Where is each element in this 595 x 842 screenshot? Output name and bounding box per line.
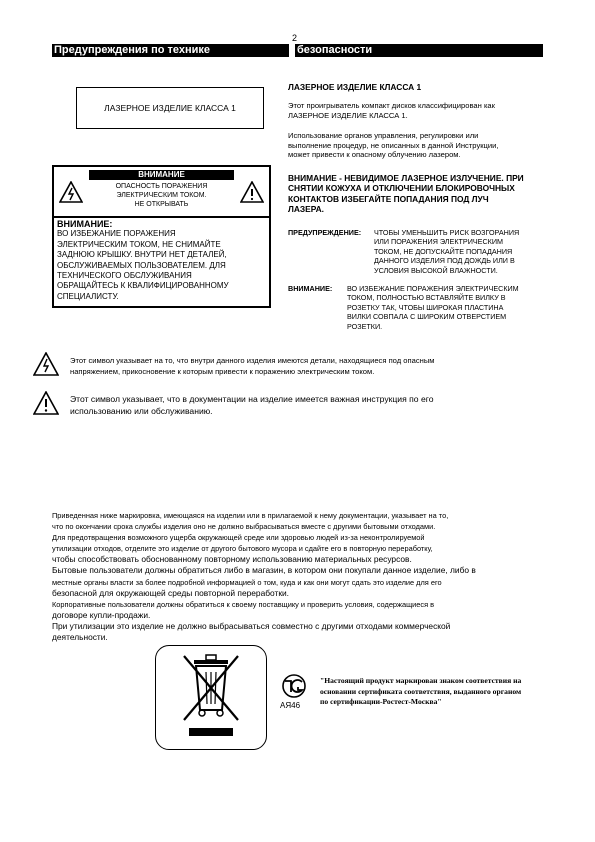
right-paragraph-2	[288, 131, 544, 160]
text-line: может привести к опасному облучению лазером.	[288, 150, 461, 160]
exclamation-warning-icon	[240, 181, 264, 203]
certification-text	[320, 676, 560, 708]
text-line: ВО ИЗБЕЖАНИЕ ПОРАЖЕНИЯ ЭЛЕКТРИЧЕСКИМ	[347, 284, 519, 293]
warning-label-top	[54, 167, 269, 218]
text-line: что по окончании срока службы изделия оно не должно выбрасываться вместе с другими бытовыми отходами.	[52, 522, 436, 532]
header-left: Предупреждения по технике	[52, 44, 289, 57]
text-line: "Настоящий продукт маркирован знаком соответствия на	[320, 676, 522, 685]
certification-code: АЯ46	[280, 701, 301, 710]
text-line: по сертификации-Ростест-Москва"	[320, 697, 442, 706]
right-paragraph-1	[288, 101, 544, 120]
text-line: ИЛИ ПОРАЖЕНИЯ ЭЛЕКТРИЧЕСКИМ	[374, 237, 503, 247]
warning-subtitle-line: ЭЛЕКТРИЧЕСКИМ ТОКОМ.	[116, 192, 207, 199]
text-line: ВИЛКИ СОВПАЛА С ШИРОКИМ ОТВЕРСТИЕМ	[347, 312, 507, 322]
warning-body-line: ЭЛЕКТРИЧЕСКИМ ТОКОМ, НЕ СНИМАЙТЕ	[57, 239, 221, 249]
page-number: 2	[292, 33, 298, 43]
text-line: Приведенная ниже маркировка, имеющаяся на изделии или в прилагаемой к нему документации, указывает на то,	[52, 511, 449, 520]
warning-label-title: ВНИМАНИЕ	[89, 170, 234, 180]
text-line: Этот символ указывает, что в документации на изделие имеется важная инструкция по его	[70, 394, 434, 404]
text-line: использованию или обслуживанию.	[70, 406, 213, 416]
warning-label-subtitle	[89, 182, 234, 209]
attention-label: ВНИМАНИЕ:	[288, 284, 333, 293]
lightning-symbol-text	[70, 355, 540, 377]
caution-text	[374, 228, 544, 275]
weee-symbol-box	[155, 645, 267, 750]
warning-body-line: ВО ИЗБЕЖАНИЕ ПОРАЖЕНИЯ	[57, 229, 176, 239]
warning-body-line: ТЕХНИЧЕСКОГО ОБСЛУЖИВАНИЯ	[57, 271, 192, 281]
right-paragraph-3	[288, 173, 544, 215]
warning-body-line: СПЕЦИАЛИСТУ.	[57, 291, 119, 301]
exclamation-symbol-text	[70, 393, 540, 417]
crossed-bin-icon	[156, 646, 266, 749]
text-line: ЛАЗЕРА.	[288, 204, 324, 215]
attention-text	[347, 284, 544, 331]
text-line: Этот символ указывает на то, что внутри данного изделия имеются детали, находящиеся под опасным	[70, 356, 435, 365]
text-line: ТОКОМ, НЕ ДОПУСКАЙТЕ ПОПАДАНИЯ	[374, 246, 513, 256]
text-line: УСЛОВИЯ ВЫСОКОЙ ВЛАЖНОСТИ.	[374, 265, 498, 275]
text-line: При утилизации это изделие не должно выбрасываться совместно с другими отходами коммерческой	[52, 620, 451, 631]
text-line: ДАННОГО ИЗДЕЛИЯ ПОД ДОЖДЬ ИЛИ В	[374, 256, 515, 266]
text-line: местные органы власти за более подробной информацией о том, куда и как они могут сдать это изделие для его	[52, 577, 442, 587]
caution-label: ПРЕДУПРЕЖДЕНИЕ:	[288, 228, 362, 237]
exclamation-symbol-icon	[33, 391, 59, 415]
text-line: договоре купли-продажи.	[52, 609, 151, 620]
text-line: напряжением, прикосновение к которым привести к поражению электрическим током.	[70, 367, 375, 376]
warning-label-body	[57, 219, 267, 302]
text-line: ЛАЗЕРНОЕ ИЗДЕЛИЕ КЛАССА 1.	[288, 110, 408, 120]
text-line: КОНТАКТОВ ИЗБЕГАЙТЕ ПОПАДАНИЯ ПОД ЛУЧ	[288, 193, 489, 204]
text-line: СНЯТИИ КОЖУХА И ОТКЛЮЧЕНИИ БЛОКИРОВОЧНЫХ	[288, 183, 515, 194]
text-line: Корпоративные пользователи должны обратиться к своему поставщику и проверить условия, содержащиеся в	[52, 599, 435, 609]
warning-label-box	[52, 165, 271, 308]
text-line: деятельности.	[52, 632, 108, 643]
right-title: ЛАЗЕРНОЕ ИЗДЕЛИЕ КЛАССА 1	[288, 82, 422, 92]
text-line: выполнение процедур, не описанных в данной Инструкции,	[288, 140, 499, 150]
warning-body-line: ЗАДНЮЮ КРЫШКУ. ВНУТРИ НЕТ ДЕТАЛЕЙ,	[57, 250, 227, 260]
text-line: РОЗЕТКУ ТАК, ЧТОБЫ ШИРОКАЯ ПЛАСТИНА	[347, 302, 504, 312]
header-right: безопасности	[295, 44, 543, 57]
warning-body-title: ВНИМАНИЕ:	[57, 219, 113, 229]
warning-body-line: ОБРАЩАЙТЕСЬ К КВАЛИФИЦИРОВАННОМУ	[57, 281, 229, 291]
text-line: чтобы способствовать обоснованному повторному использованию материальных ресурсов.	[52, 554, 412, 565]
lightning-warning-icon	[59, 181, 83, 203]
disposal-paragraph	[52, 510, 544, 643]
text-line: ВНИМАНИЕ - НЕВИДИМОЕ ЛАЗЕРНОЕ ИЗЛУЧЕНИЕ. ПРИ	[288, 173, 524, 183]
text-line: ТОКОМ, ПОЛНОСТЬЮ ВСТАВЛЯЙТЕ ВИЛКУ В	[347, 293, 506, 303]
text-line: Для предотвращения возможного ущерба окружающей среде или здоровью людей из-за неконтролируемой	[52, 533, 425, 543]
text-line: Этот проигрыватель компакт дисков классифицирован как	[288, 101, 495, 110]
lightning-symbol-icon	[33, 352, 59, 376]
text-line: РОЗЕТКИ.	[347, 321, 383, 331]
text-line: ЧТОБЫ УМЕНЬШИТЬ РИСК ВОЗГОРАНИЯ	[374, 228, 520, 237]
warning-body-line: ОБСЛУЖИВАЕМЫХ ПОЛЬЗОВАТЕЛЕМ. ДЛЯ	[57, 260, 226, 270]
warning-subtitle-line: НЕ ОТКРЫВАТЬ	[134, 201, 189, 208]
laser-class-box	[76, 87, 264, 129]
laser-class-label: ЛАЗЕРНОЕ ИЗДЕЛИЕ КЛАССА 1	[104, 103, 236, 113]
text-line: Использование органов управления, регулировки или	[288, 131, 479, 140]
text-line: основании сертификата соответствия, выданного органом	[320, 686, 522, 696]
warning-subtitle-line: ОПАСНОСТЬ ПОРАЖЕНИЯ	[115, 183, 208, 190]
text-line: Бытовые пользователи должны обратиться либо в магазин, в котором они покупали данное изделие, либо в	[52, 565, 476, 576]
rostest-certification-mark-icon	[274, 673, 314, 699]
text-line: утилизации отходов, отделите это изделие от другого бытового мусора и сдайте его в повторную переработку,	[52, 544, 433, 554]
text-line: безопасной для окружающей среды повторной переработки.	[52, 587, 290, 598]
